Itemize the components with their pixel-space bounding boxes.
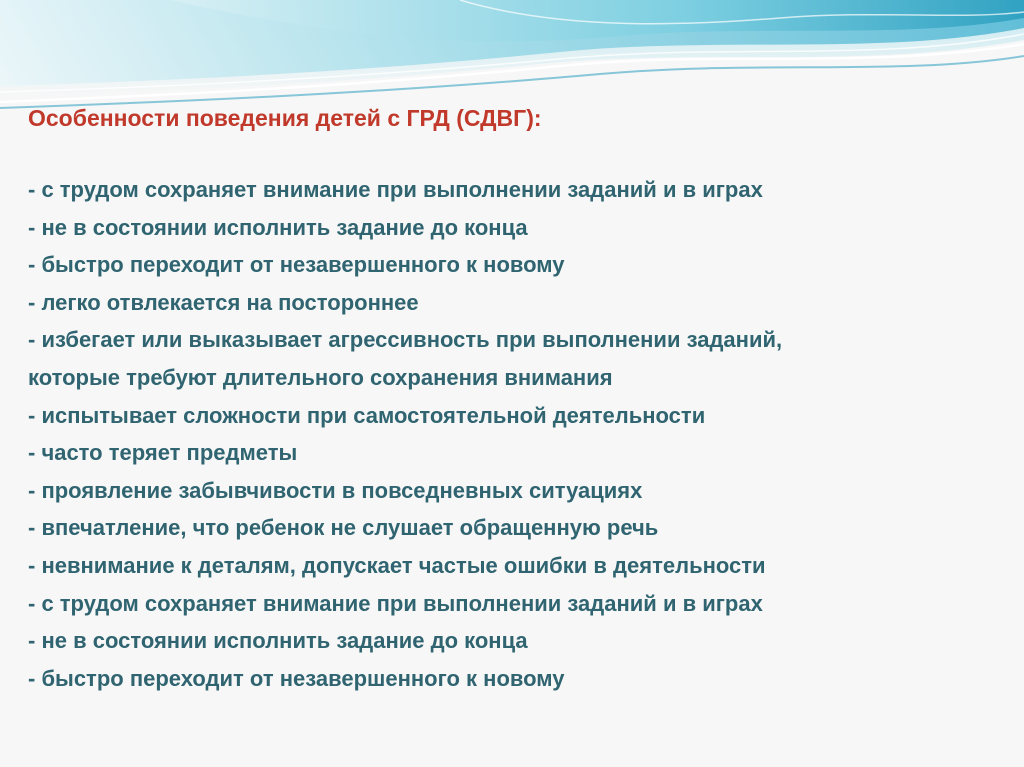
slide-content <box>28 102 998 697</box>
list-item: которые требуют длительного сохранения внимания <box>28 364 613 390</box>
list-item: - испытывает сложности при самостоятельной деятельности <box>28 402 706 428</box>
list-item: - проявление забывчивости в повседневных ситуациях <box>28 477 643 503</box>
list-item: - часто теряет предметы <box>28 440 298 466</box>
list-item: - впечатление, что ребенок не слушает обращенную речь <box>28 515 659 541</box>
list-item: - быстро переходит от незавершенного к новому <box>28 252 565 278</box>
list-item: - быстро переходит от незавершенного к новому <box>28 665 565 691</box>
list-item: - не в состоянии исполнить задание до конца <box>28 214 528 240</box>
wave-header-decoration <box>0 0 1024 115</box>
slide-title: Особенности поведения детей с ГРД (СДВГ): <box>28 105 542 131</box>
list-item: - с трудом сохраняет внимание при выполнении заданий и в играх <box>28 177 763 202</box>
list-item: - легко отвлекается на постороннее <box>28 289 419 315</box>
list-item: - не в состоянии исполнить задание до конца <box>28 628 528 654</box>
list-item: - с трудом сохраняет внимание при выполнении заданий и в играх <box>28 590 763 616</box>
list-item: - избегает или выказывает агрессивность при выполнении заданий, <box>28 327 783 353</box>
list-item: - невнимание к деталям, допускает частые ошибки в деятельности <box>28 552 766 578</box>
bullet-list <box>28 171 998 697</box>
